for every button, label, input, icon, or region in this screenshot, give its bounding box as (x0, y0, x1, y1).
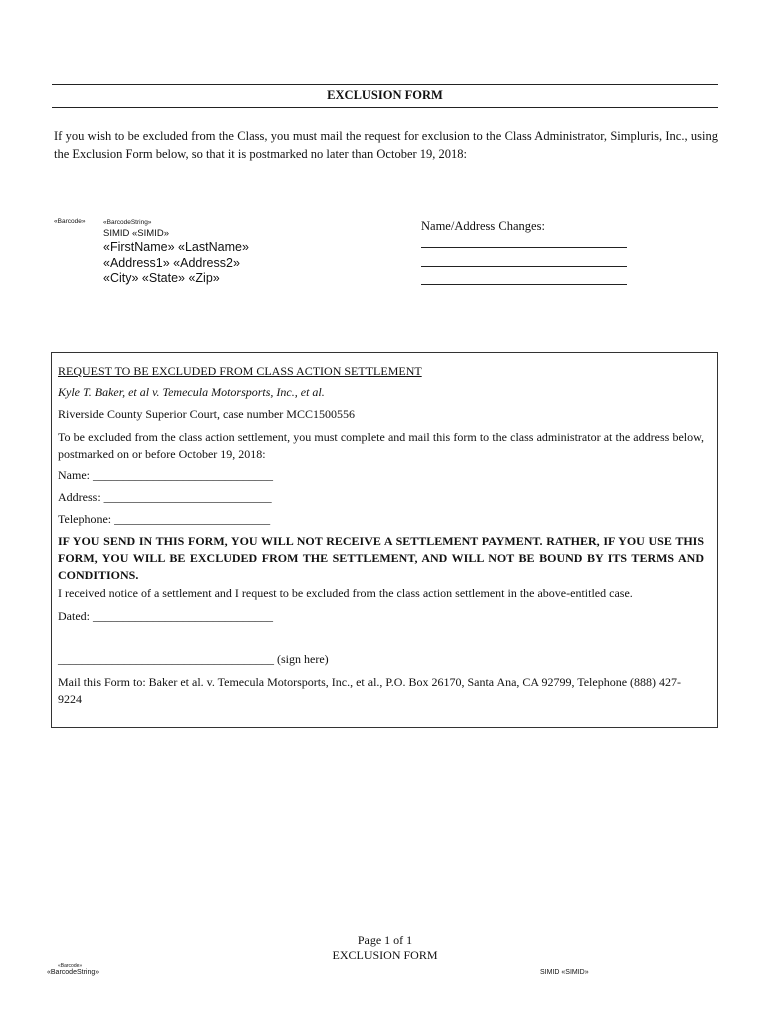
name-field[interactable]: Name: ______________________________ (58, 468, 273, 482)
notice-statement: I received notice of a settlement and I request to be excluded from the class action settlement in the above-entitled case. (58, 586, 633, 600)
change-line-1[interactable] (421, 247, 627, 248)
change-line-2[interactable] (421, 266, 627, 267)
intro-paragraph: If you wish to be excluded from the Class, you must mail the request for exclusion to the Class Administrator, Simpluris, Inc., using the Exclusion Form below, so that it is postmarked no later than October 19, 2018: (54, 129, 718, 161)
title-rule (52, 107, 718, 108)
name-address-changes-label: Name/Address Changes: (421, 219, 545, 233)
dated-field[interactable]: Dated: ______________________________ (58, 609, 273, 623)
change-line-3[interactable] (421, 284, 627, 285)
footer-barcode-placeholder: «Barcode» (58, 963, 83, 969)
telephone-field[interactable]: Telephone: __________________________ (58, 512, 271, 526)
footer-simid: SIMID «SIMID» (540, 969, 589, 976)
footer-barcode-string: «BarcodeString» (47, 969, 100, 976)
recipient-city-state-zip: «City» «State» «Zip» (103, 271, 220, 285)
exclusion-request-box (51, 352, 718, 728)
simid-line: SIMID «SIMID» (103, 228, 169, 239)
recipient-name: «FirstName» «LastName» (103, 240, 249, 254)
footer-form-name: EXCLUSION FORM (332, 948, 438, 962)
recipient-address: «Address1» «Address2» (103, 256, 240, 270)
request-heading: REQUEST TO BE EXCLUDED FROM CLASS ACTION SETTLEMENT (58, 364, 422, 378)
court-info: Riverside County Superior Court, case number MCC1500556 (58, 407, 355, 421)
barcode-string: «BarcodeString» (103, 219, 152, 226)
instructions: To be excluded from the class action settlement, you must complete and mail this form to the class administrator at the address below, postmarked on or before October 19, 2018: (58, 430, 704, 461)
form-title: EXCLUSION FORM (327, 88, 443, 102)
page-number: Page 1 of 1 (357, 933, 413, 947)
barcode-placeholder: «Barcode» (54, 218, 86, 225)
case-name: Kyle T. Baker, et al v. Temecula Motorsports, Inc., et al. (58, 385, 325, 399)
warning-text: IF YOU SEND IN THIS FORM, YOU WILL NOT RECEIVE A SETTLEMENT PAYMENT. RATHER, IF YOU USE THIS FORM, YOU WILL BE EXCLUDED FROM THE SETTLEMENT, AND WILL NOT BE BOUND BY ITS TERMS AND CONDITIONS. (58, 534, 704, 582)
mailing-instructions: Mail this Form to: Baker et al. v. Temecula Motorsports, Inc., et al., P.O. Box 26170, Santa Ana, CA 92799, Telephone (888) 427-9224 (58, 675, 682, 706)
top-rule (52, 84, 718, 85)
signature-field[interactable]: ____________________________________ (sign here) (58, 652, 329, 666)
address-field[interactable]: Address: ____________________________ (58, 490, 272, 504)
